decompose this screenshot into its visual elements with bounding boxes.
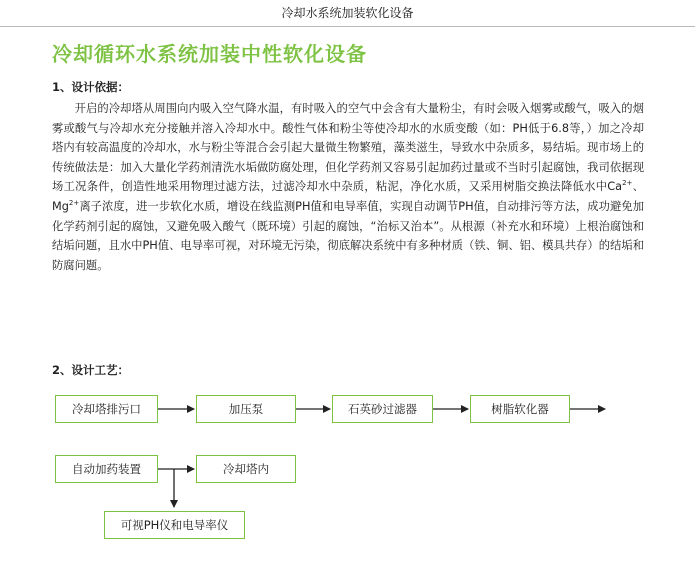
paragraph-text-part3: 离子浓度，进一步软化水质，增设在线监测PH值和电导率值，实现自动调节PH值，自动排污等方法，成功避免加化学药剂引起的腐蚀，又避免吸入酸气（既环境）引起的腐蚀，“治标又治本”。从根源（补充水和环境）上根治腐蚀和结垢问题，且水中PH值、电导率可视，对环境无污染，彻底解决系统中有多种材质（铁、铜、铝、模具共存）的结垢和防腐问题。 — [52, 199, 644, 272]
section1-heading: 1、设计依据： — [52, 80, 130, 94]
flow-step-cooling-tower-outlet: 冷却塔排污口 — [55, 395, 158, 423]
flow-step-ph-conductivity-meter: 可视PH仪和电导率仪 — [104, 511, 245, 539]
flow-step-booster-pump: 加压泵 — [196, 395, 296, 423]
paragraph-text-part1: 开启的冷却塔从周围向内吸入空气降水温，有时吸入的空气中会含有大量粉尘，有时会吸入烟雾或酸气，吸入的烟雾或酸气与冷却水充分接触并溶入冷却水中。酸性气体和粉尘等使冷却水的水质变酸（如：PH低于6.8等，）加之冷却塔内有较高温度的冷却水，水与粉尘等混合会引起大量微生物繁殖，藻类滋生，导致水中杂质多，易结垢。现市场上的传统做法是：加入大量化学药剂清洗水垢做防腐处理，但化学药剂又容易引起加药过量或不当时引起腐蚀，我司依据现场工况条件，创造性地采用物理过滤方法，过滤冷却水中杂质，粘泥，净化水质，又采用树脂交换法降低水中Ca — [52, 102, 644, 194]
main-title: 冷却循环水系统加装中性软化设备 — [52, 42, 367, 66]
section2-heading: 2、设计工艺： — [52, 363, 130, 377]
calcium-charge: 2+ — [622, 179, 633, 188]
page-top-title: 冷却水系统加装软化设备 — [281, 6, 414, 20]
flow-step-quartz-sand-filter: 石英砂过滤器 — [332, 395, 433, 423]
flow-step-auto-dosing-device: 自动加药装置 — [55, 455, 158, 483]
magnesium-charge: 2+ — [68, 198, 80, 207]
flow-step-cooling-tower-inside: 冷却塔内 — [196, 455, 296, 483]
flow-step-resin-softener: 树脂软化器 — [470, 395, 570, 423]
paragraph-text-part2: 、Mg — [52, 180, 644, 213]
